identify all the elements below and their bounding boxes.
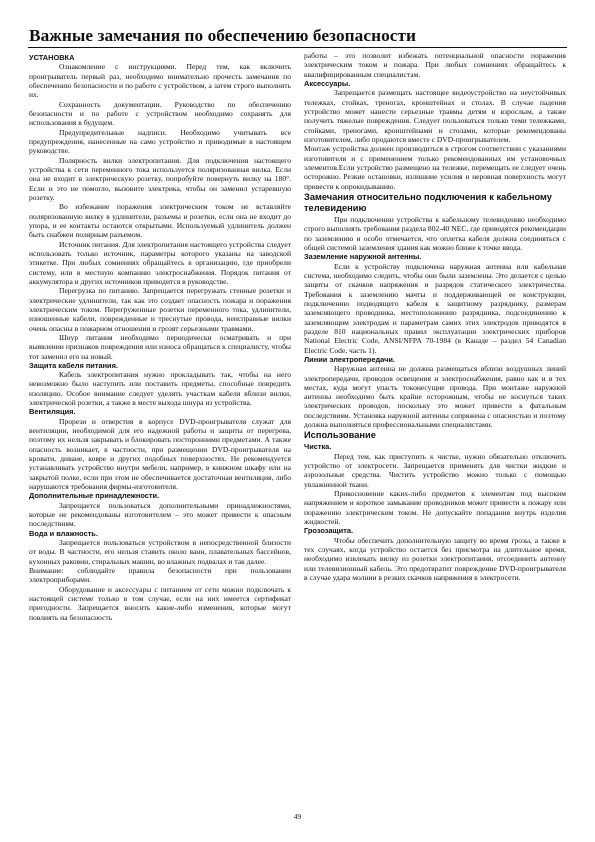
subsection-heading: Защита кабеля питания. [29,360,118,370]
subsection-heading: Аксессуары. [304,78,351,88]
paragraph: Перегрузка по питанию. Запрещается перегружать стенные розетки и электрические удлинители, так как это создает опасность пожара и поражения электрическим током. Перегруженные розетки переменного тока, удлинители, изношенные кабели, поврежденные и треснутые провода, неисправные вилки очень опасны в пожарном отношении и грозят серьезными травмами. [29,286,291,333]
paragraph: Оборудование и аксессуары с питанием от сети можно подключать к настоящей системе только в том случае, если на них имеется сертификат пригодности. Запрещается вносить какие-либо изменения, которые могут повлиять на безопасность [29,584,291,622]
paragraph: Запрещается размещать настоящее видеоустройство на неустойчивых тележках, стойках, треногах, кронштейнах и столах. В случае падения устройство может нанести серьезные травмы детям и взрослым, а также получить тяжелые повреждения. Следует пользоваться только теми тележками, стойками, треногами, кронштейнами и столами, которые рекомендованы изготовителем, либо продаются вместе с DVD-проигрывателем. [304,88,566,144]
paragraph: Ознакомление с инструкциями. Перед тем, как включить проигрыватель первый раз, необходимо внимательно прочесть замечания по обеспечению безопасности и по работе с устройством, а затем строго выполнять их. [29,62,291,100]
paragraph: Источник питания. Для электропитания настоящего устройства следует использовать только источник, параметры которого указаны на заводской этикетке. При любых сомнениях обращайтесь в организацию, где приобрели систему, или в местную компанию электроснабжения. Порядок питания от аккумулятора и других источников приводится в руководстве. [29,239,291,286]
paragraph: Внимание: соблюдайте правила безопасности при пользовании электроприборами. [29,566,291,585]
subsection-heading: Заземление наружной антенны. [304,252,422,262]
right-column [304,51,566,582]
subsection-heading: Чистка. [304,442,332,452]
paragraph: работы – это позволит избежать потенциальной опасности поражения электрическим током и пожара. При любых сомнениях обращайтесь к квалифицированным специалистам. [304,51,566,79]
paragraph: Запрещается пользоваться дополнительными принадлежностями, которые не рекомендованы изготовителем – это может привести к опасным последствиям. [29,500,291,529]
subsection-heading: УСТАНОВКА [29,53,75,62]
paragraph: Сохранность документации. Руководство по обеспечению безопасности и по работе с устройством необходимо сохранять для использования в будущем. [29,99,291,128]
left-column [29,53,291,622]
section-heading: Замечания относительно подключения к кабельному телевидению [304,191,552,213]
paragraph: Перед тем, как приступить к чистке, нужно обязательно отключить устройство от электросети. Запрещается применять для чистки жидкие и аэрозольные средства. Чистить устройство можно только с помощью увлажненной ткани. [304,451,566,489]
subsection-heading: Дополнительные принадлежности. [29,491,160,501]
subsection-heading: Вода и влажность. [29,528,98,538]
paragraph: Шнур питания необходимо периодически осматривать и при выявлении признаков повреждения или износа обращаться к специалисту, чтобы тот заменил его на новый. [29,332,291,361]
page-title: Важные замечания по обеспечению безопасности [29,26,417,45]
paragraph: Предупредительные надписи. Необходимо учитывать все предупреждения, нанесенные на само устройство и приводимые в настоящем руководстве. [29,127,291,156]
subsection-heading: Вентиляция. [29,407,76,417]
paragraph: Полярность вилки электропитания. Для подключения настоящего устройства к сети переменного тока используется поляризованная вилка. Если она не входит в электрическую розетку, попробуйте повернуть вилку на 180°. Если и это не помогло, вызовите электрика, чтобы он заменил устаревшую розетку. [29,155,291,202]
paragraph: Наружная антенна не должна размещаться вблизи воздушных линий электропередачи, проводов освещения и электроснабжения, равно как и в тех местах, куда могут упасть токонесущие провода. При монтаже наружной антенны необходимо быть крайне осторожным, чтобы не коснуться таких электрических проводов, поскольку это может привести к фатальным последствиям. Установка наружной антенны сопряжена с опасностью и поэтому должна выполняться профессиональными специалистами. [304,364,566,430]
paragraph: Если к устройству подключена наружная антенна или кабельная система, необходимо следить, чтобы они были заземлены. Это делается с целью защиты от скачков напряжения и разрядов статического электричества. Требования к заземлению мачты и поддерживающей ее конструкции, подключению подводящего кабеля к защитному разряднику, размерам заземляющего проводника, местоположению разрядника, подсоединению к заземляющим электродам и параметрам самих этих электродов приводятся в разделе 810 национальных правил эксплуатации электрических приборов National Electric Code, ANSI/NFPA 70-1984 (в Канаде – раздел 54 Canadian Electric Code, часть 1). [304,261,566,355]
section-heading: Использование [304,430,376,441]
title-divider [28,47,567,48]
paragraph: При подключении устройства к кабельному телевидению необходимо строго выполнять требования раздела 802-40 NEC, где приводятся рекомендации по заземлению и особо отмечается, что оплетка кабеля должна соединяться с общей системой заземления здания как можно ближе к точке ввода. [304,214,566,252]
paragraph: Чтобы обеспечить дополнительную защиту во время грозы, а также в тех случаях, когда устройство остается без присмотра на длительное время, необходимо извлекать вилку из розетки электропитания, отсоединить антенну или телевизионный кабель. Это предотвратит повреждение DVD-проигрывателя в случае удара молнии в резких скачков напряжения в электросети. [304,535,566,583]
page-number: 49 [293,812,302,821]
paragraph: Прикосновение каких-либо предметов к элементам под высоким напряжением и короткое замыкание проводников может привести к пожару или поражению электрическим током. Не допускайте попадания внутрь изделия жидкостей. [304,489,566,527]
paragraph: Прорези и отверстия в корпусе DVD-проигрывателя служат для вентиляции, необходимой для его надежной работы и защиты от перегрева, поэтому их нельзя закрывать и блокировать посторонними предметами. А также опасность возникает, в частности, при размещении DVD-проигрывателя на кровати, диване, ковре и других подобных поверхностях. Не рекомендуется устанавливать устройство внутри мебели, например, в книжном шкафу или на закрытой полке, если при этом не обеспечивается достаточная вентиляция, либо нарушаются требования фирмы-изготовителя. [29,416,291,492]
paragraph: Монтаж устройства должен производиться в строгом соответствии с указаниями изготовителя и с применением только рекомендованных им установочных элементов.Если устройство размещено на тележке, перемещать ее следует очень осторожно. Резкие остановки, излишние усилия и неровная поверхность могут привести к опрокидыванию. [304,144,566,191]
paragraph: Во избежание поражения электрическим током не вставляйте поляризованную вилку в удлинители, разъемы и розетки, если она не входит до упора, и ее контакты остаются открытыми. Используемый удлинитель должен быть снабжен полярным разъемом. [29,202,291,240]
subsection-heading: Грозозащита. [304,526,353,536]
subsection-heading: Линии электропередачи. [304,354,395,364]
paragraph: Запрещается пользоваться устройством в непосредственной близости от воды. В частности, его нельзя ставить около ванн, плавательных бассейнов, кухонных раковин, стиральных машин, во влажных подвалах и так далее. [29,538,291,566]
paragraph: Кабель электропитания нужно прокладывать так, чтобы на него невозможно было наступить или поставить предметы, способные повредить изоляцию. Особое внимание следует уделять участкам кабеля вблизи вилки, электрической розетки, а также в месте выхода шнура из устройства. [29,370,291,408]
